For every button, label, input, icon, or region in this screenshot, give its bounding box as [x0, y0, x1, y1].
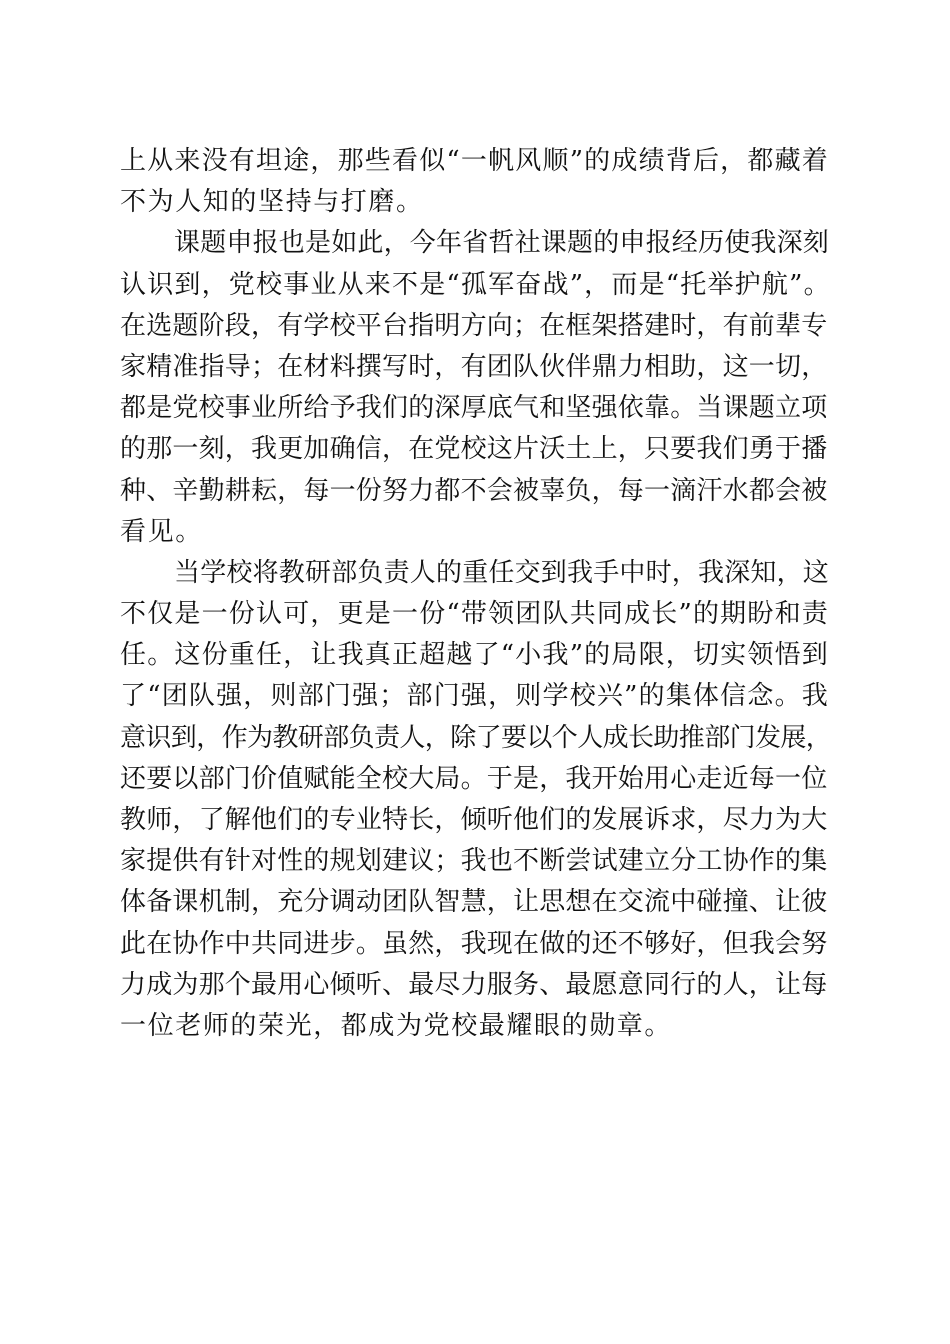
text-line: 都是党校事业所给予我们的深厚底气和坚强依靠。当课题立项 — [120, 393, 828, 424]
text-line: 力成为那个最用心倾听、最尽力服务、最愿意同行的人，让每 — [120, 969, 828, 1000]
text-line: 的那一刻，我更加确信，在党校这片沃土上，只要我们勇于播 — [120, 434, 828, 465]
text-line: 家精准指导；在材料撰写时，有团队伙伴鼎力相助，这一切， — [120, 351, 828, 382]
text-line: 种、辛勤耕耘，每一份努力都不会被辜负，每一滴汗水都会被 — [120, 475, 828, 506]
text-line: 认识到，党校事业从来不是“孤军奋战”，而是“托举护航”。 — [120, 269, 831, 300]
text-line: 意识到，作为教研部负责人，除了要以个人成长助推部门发展， — [120, 722, 832, 753]
text-line: 不为人知的坚持与打磨。 — [120, 187, 424, 218]
text-line: 在选题阶段，有学校平台指明方向；在框架搭建时，有前辈专 — [120, 310, 828, 341]
text-line: 体备课机制，充分调动团队智慧，让思想在交流中碰撞、让彼 — [120, 887, 828, 918]
text-line: 还要以部门价值赋能全校大局。于是，我开始用心走近每一位 — [120, 763, 828, 794]
text-line: 了“团队强，则部门强；部门强，则学校兴”的集体信念。我 — [120, 681, 829, 712]
document-body — [120, 141, 832, 1047]
text-line: 当学校将教研部负责人的重任交到我手中时，我深知，这 — [174, 557, 830, 588]
text-line: 教师，了解他们的专业特长，倾听他们的发展诉求，尽力为大 — [120, 805, 828, 835]
text-line: 课题申报也是如此，今年省哲社课题的申报经历使我深刻 — [174, 228, 830, 259]
text-line: 任。这份重任，让我真正超越了“小我”的局限，切实领悟到 — [120, 640, 829, 671]
text-line: 此在协作中共同进步。虽然，我现在做的还不够好，但我会努 — [120, 928, 828, 959]
text-line: 上从来没有坦途，那些看似“一帆风顺”的成绩背后，都藏着 — [120, 146, 829, 176]
text-line: 家提供有针对性的规划建议；我也不断尝试建立分工协作的集 — [120, 846, 828, 877]
text-line: 不仅是一份认可，更是一份“带领团队共同成长”的期盼和责 — [120, 599, 829, 630]
text-line: 看见。 — [120, 516, 203, 547]
text-line: 一位老师的荣光，都成为党校最耀眼的勋章。 — [120, 1010, 673, 1041]
